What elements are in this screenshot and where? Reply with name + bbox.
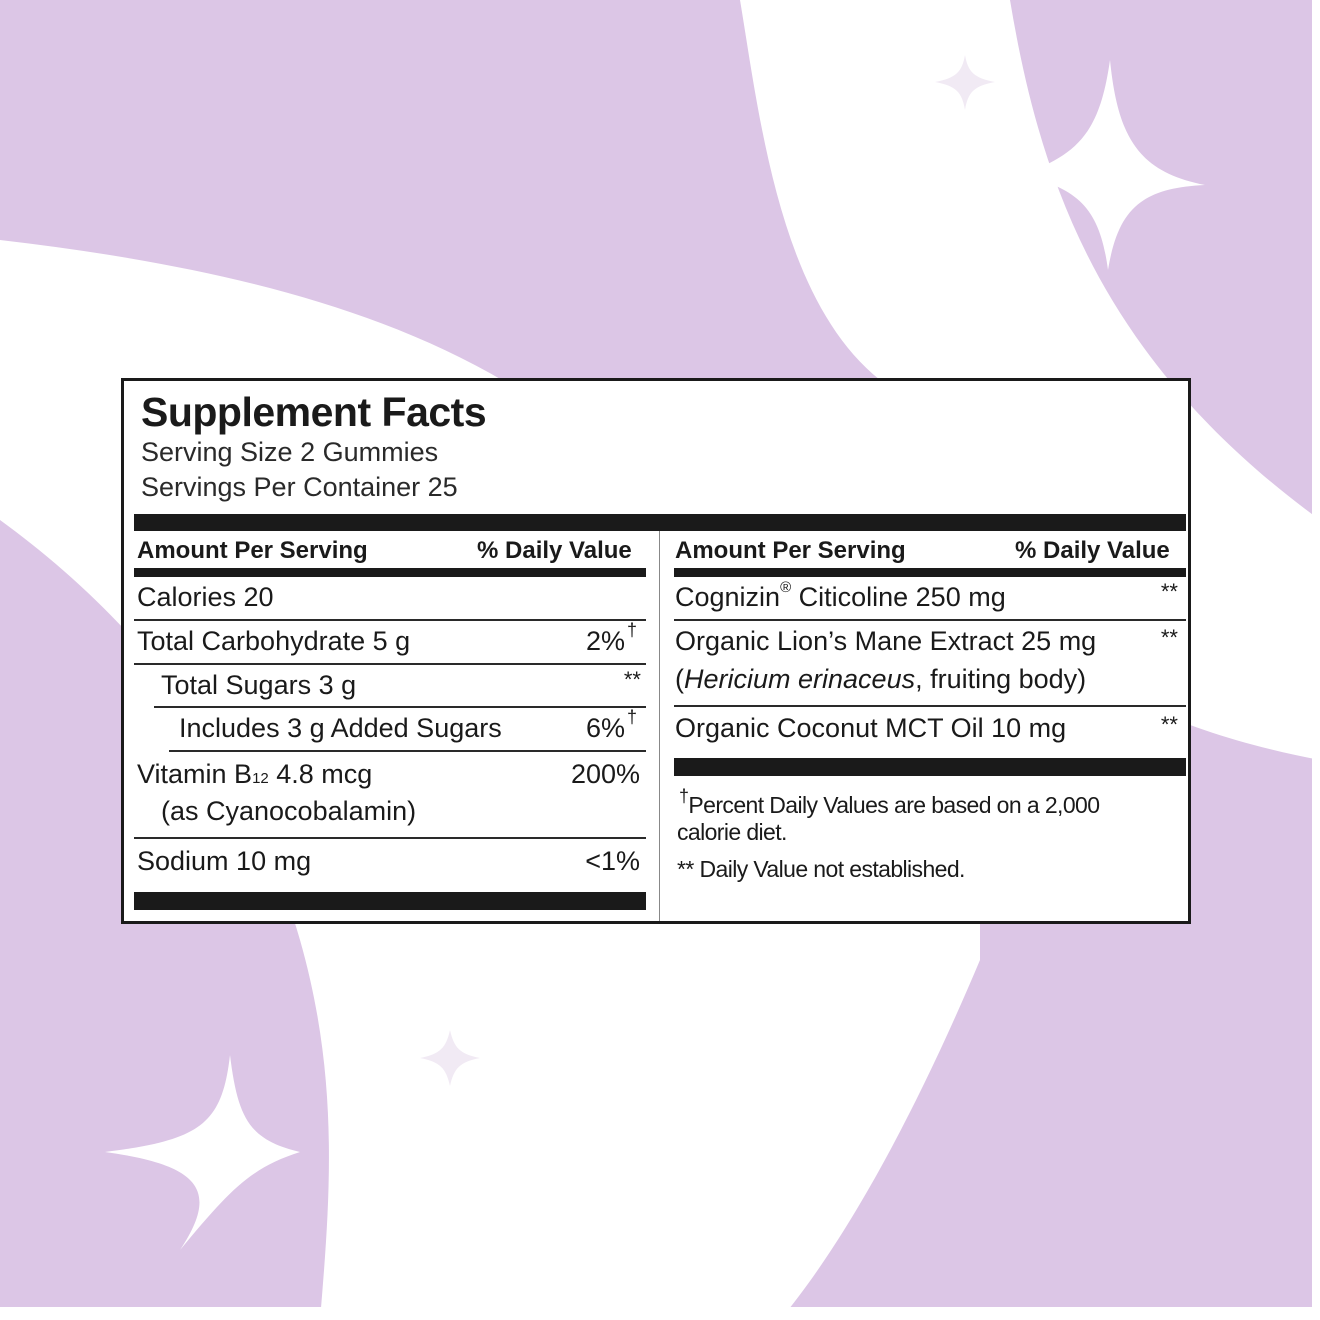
row-rule xyxy=(674,705,1186,707)
row-rule xyxy=(134,663,646,665)
row-calories: Calories 20 xyxy=(137,582,274,612)
right-bottom-rule xyxy=(674,758,1186,776)
supplement-facts-panel xyxy=(121,378,1191,924)
left-bottom-rule xyxy=(134,892,646,910)
row-lions-mane-source: (Hericium erinaceus, fruiting body) xyxy=(675,664,1087,694)
dv-mct-oil: ** xyxy=(1160,712,1178,737)
row-rule xyxy=(134,837,646,839)
row-rule xyxy=(674,619,1186,621)
row-rule xyxy=(169,750,646,752)
dv-cognizin: ** xyxy=(1160,579,1178,604)
row-cognizin: Cognizin® Citicoline 250 mg xyxy=(675,579,1006,612)
panel-title: Supplement Facts xyxy=(141,389,487,435)
footnote-percent-daily-values: †Percent Daily Values are based on a 2,000 xyxy=(679,786,1100,818)
right-header-rule xyxy=(674,568,1186,577)
row-rule xyxy=(134,619,646,621)
row-vitamin-b12: Vitamin B12 4.8 mcg xyxy=(137,759,373,789)
row-sodium: Sodium 10 mg xyxy=(137,846,312,876)
row-lions-mane: Organic Lion’s Mane Extract 25 mg xyxy=(675,626,1097,656)
right-header-amount: Amount Per Serving xyxy=(675,537,906,564)
row-vitamin-b12-source: (as Cyanocobalamin) xyxy=(161,796,417,826)
serving-size: Serving Size 2 Gummies xyxy=(141,437,439,467)
left-header-rule xyxy=(134,568,646,577)
footnote-calorie-diet: calorie diet. xyxy=(677,819,787,845)
row-total-sugars: Total Sugars 3 g xyxy=(161,670,357,700)
footnote-daily-value-not-established: ** Daily Value not established. xyxy=(677,856,965,882)
dv-total-sugars: ** xyxy=(623,667,641,692)
column-divider xyxy=(659,531,660,921)
dv-lions-mane: ** xyxy=(1160,625,1178,650)
dv-total-carbohydrate: 2% † xyxy=(585,620,637,656)
thick-rule xyxy=(134,514,1186,531)
left-header-amount: Amount Per Serving xyxy=(137,537,368,564)
row-total-carbohydrate: Total Carbohydrate 5 g xyxy=(137,626,411,656)
dv-added-sugars: 6% † xyxy=(585,707,637,743)
row-added-sugars: Includes 3 g Added Sugars xyxy=(179,713,502,743)
dv-sodium: <1% xyxy=(585,846,640,876)
dv-vitamin-b12: 200% xyxy=(570,759,640,789)
row-mct-oil: Organic Coconut MCT Oil 10 mg xyxy=(675,713,1067,743)
right-header-daily-value: % Daily Value xyxy=(1015,537,1170,564)
left-header-daily-value: % Daily Value xyxy=(477,537,632,564)
servings-per-container: Servings Per Container 25 xyxy=(141,472,458,502)
row-rule xyxy=(154,706,646,708)
